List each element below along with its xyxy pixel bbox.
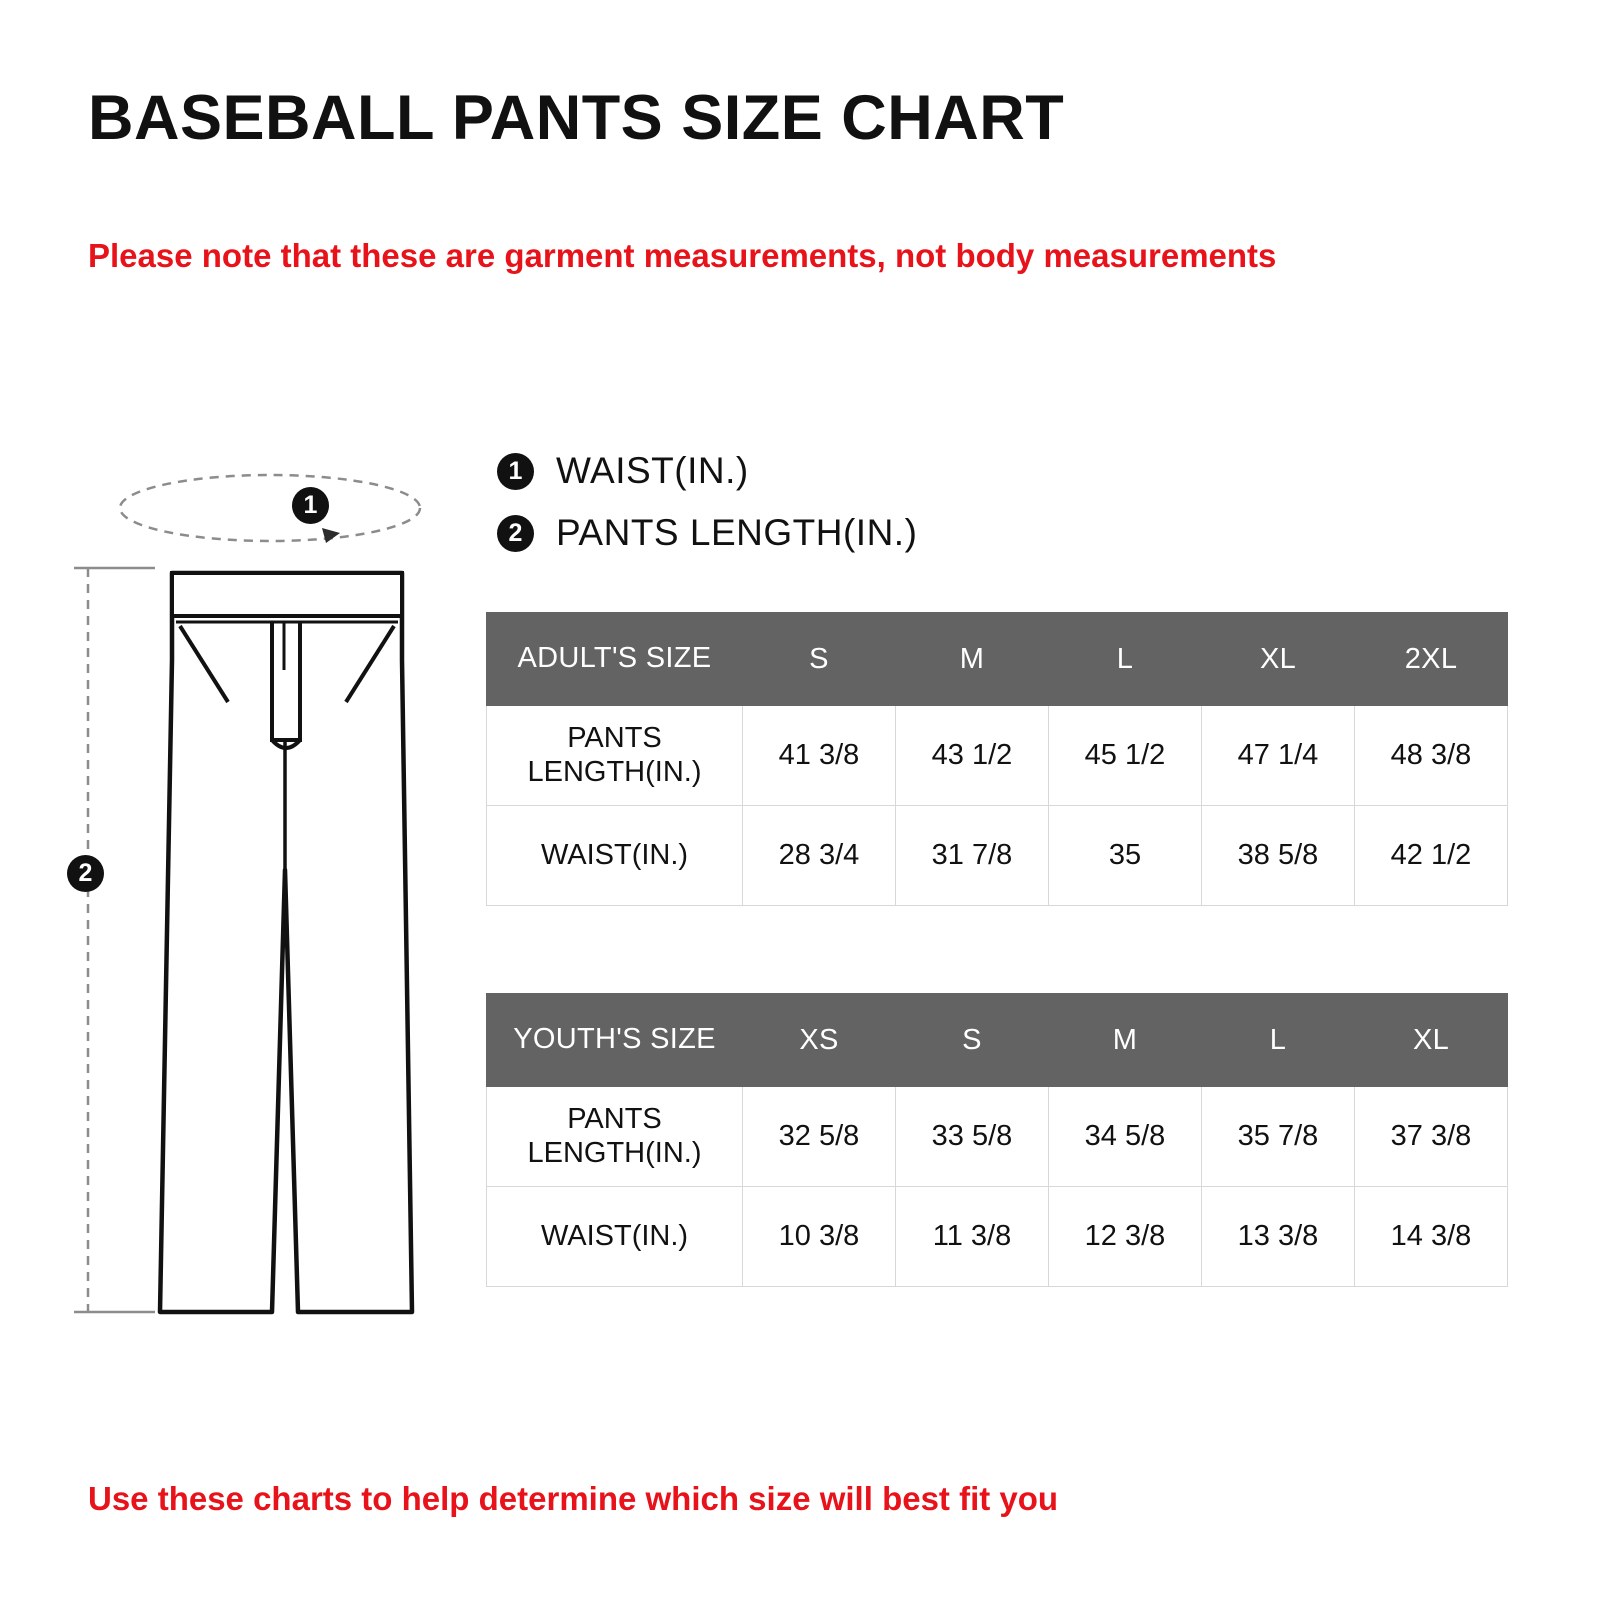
adult-size-header: ADULT'S SIZE: [487, 613, 743, 706]
youth-pants-length-l: 35 7/8: [1202, 1087, 1355, 1187]
legend-label-pants-length: PANTS LENGTH(IN.): [556, 512, 918, 553]
legend-item-waist: [497, 440, 1137, 502]
adult-waist-s: 28 3/4: [743, 806, 896, 906]
youth-pants-length-m: 34 5/8: [1049, 1087, 1202, 1187]
youth-col-m: M: [1049, 994, 1202, 1087]
youth-waist-m: 12 3/8: [1049, 1187, 1202, 1287]
waist-marker-badge: 1: [292, 487, 329, 524]
youth-col-xl: XL: [1355, 994, 1508, 1087]
adult-col-m: M: [896, 613, 1049, 706]
youth-col-s: S: [896, 994, 1049, 1087]
youth-waist-l: 13 3/8: [1202, 1187, 1355, 1287]
adult-pants-length-l: 45 1/2: [1049, 706, 1202, 806]
youth-size-table: [486, 993, 1508, 1287]
garment-measurement-note: Please note that these are garment measurements, not body measurements: [88, 237, 1277, 274]
youth-waist-label: WAIST(IN.): [487, 1187, 743, 1287]
adult-waist-xl: 38 5/8: [1202, 806, 1355, 906]
adult-size-table: [486, 612, 1508, 906]
adult-col-l: L: [1049, 613, 1202, 706]
legend-label-waist: WAIST(IN.): [556, 450, 749, 491]
youth-pants-length-xl: 37 3/8: [1355, 1087, 1508, 1187]
page-title: BASEBALL PANTS SIZE CHART: [88, 83, 1065, 153]
table-row: [487, 1087, 1508, 1187]
table-row: [487, 706, 1508, 806]
youth-col-xs: XS: [743, 994, 896, 1087]
number-1-icon: 1: [497, 453, 534, 490]
adult-pants-length-s: 41 3/8: [743, 706, 896, 806]
table-row: [487, 1187, 1508, 1287]
number-2-icon: 2: [497, 515, 534, 552]
adult-col-s: S: [743, 613, 896, 706]
adult-table-header-row: [487, 613, 1508, 706]
footer-note: Use these charts to help determine which size will best fit you: [88, 1480, 1059, 1517]
adult-waist-label: WAIST(IN.): [487, 806, 743, 906]
adult-pants-length-label: PANTS LENGTH(IN.): [487, 706, 743, 806]
youth-pants-length-label: PANTS LENGTH(IN.): [487, 1087, 743, 1187]
adult-waist-m: 31 7/8: [896, 806, 1049, 906]
youth-table-header-row: [487, 994, 1508, 1087]
adult-pants-length-xl: 47 1/4: [1202, 706, 1355, 806]
pants-diagram-svg: [60, 440, 480, 1360]
adult-waist-l: 35: [1049, 806, 1202, 906]
youth-waist-xs: 10 3/8: [743, 1187, 896, 1287]
youth-pants-length-s: 33 5/8: [896, 1087, 1049, 1187]
adult-col-2xl: 2XL: [1355, 613, 1508, 706]
length-marker-badge: 2: [67, 855, 104, 892]
legend-item-pants-length: [497, 502, 1137, 564]
adult-col-xl: XL: [1202, 613, 1355, 706]
adult-pants-length-2xl: 48 3/8: [1355, 706, 1508, 806]
measurement-legend: [497, 440, 1137, 564]
adult-pants-length-m: 43 1/2: [896, 706, 1049, 806]
youth-pants-length-xs: 32 5/8: [743, 1087, 896, 1187]
youth-waist-s: 11 3/8: [896, 1187, 1049, 1287]
table-row: [487, 806, 1508, 906]
youth-size-header: YOUTH'S SIZE: [487, 994, 743, 1087]
pants-illustration: [60, 440, 480, 1360]
youth-waist-xl: 14 3/8: [1355, 1187, 1508, 1287]
adult-waist-2xl: 42 1/2: [1355, 806, 1508, 906]
youth-col-l: L: [1202, 994, 1355, 1087]
